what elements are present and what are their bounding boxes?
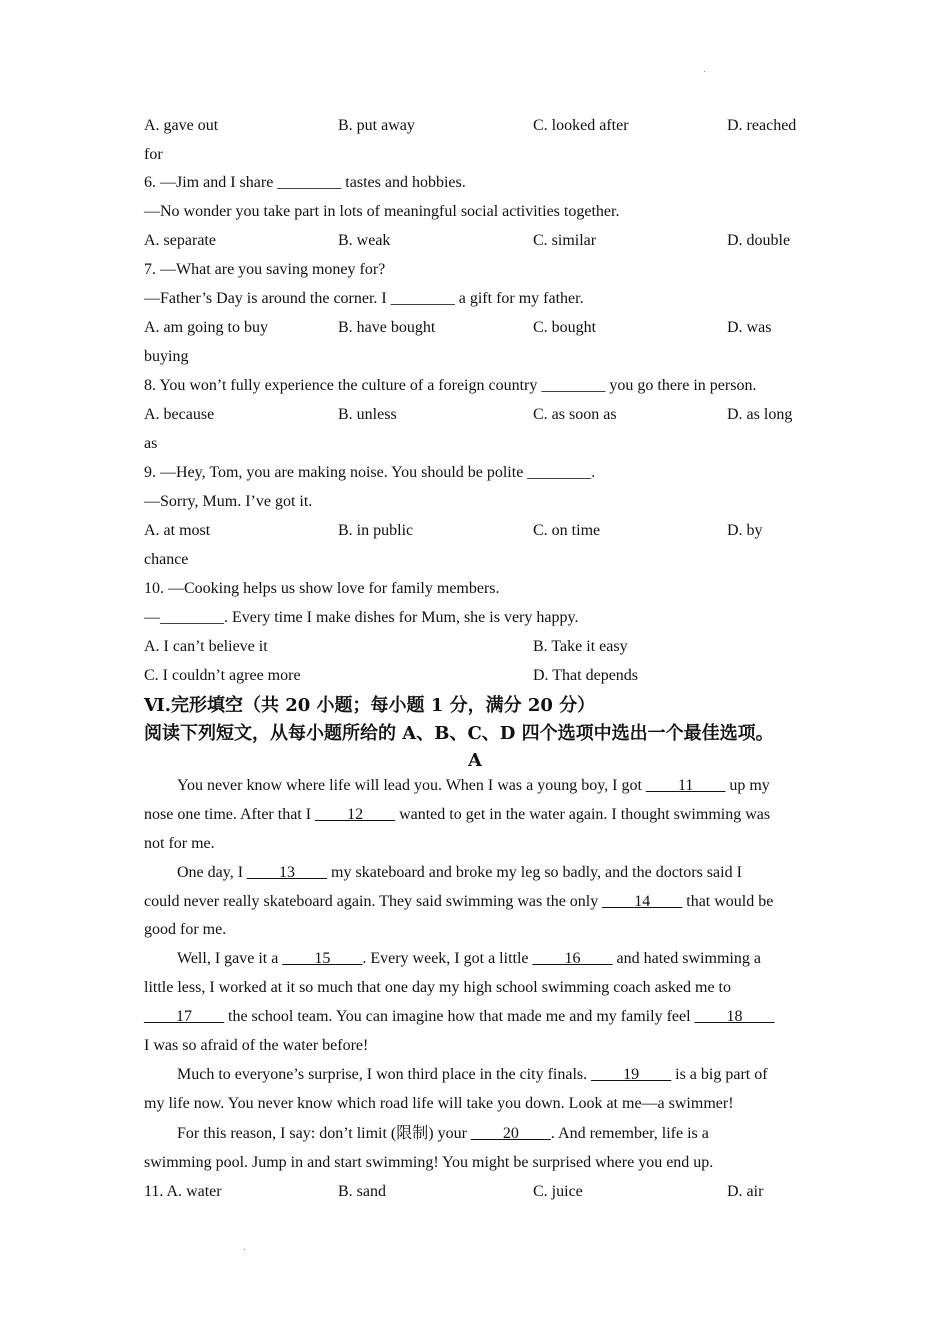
q9-option-d: D. by <box>727 522 763 539</box>
passage-line: nose one time. After that I ____12____ wanted to get in the water again. I thought swimming was <box>144 806 771 823</box>
q8-option-d: D. as long <box>727 406 793 423</box>
q7-option-d-wrap: buying <box>144 348 189 365</box>
passage-line: swimming pool. Jump in and start swimming! You might be surprised where you end up. <box>144 1154 714 1171</box>
q10-stem: 10. —Cooking helps us show love for family members. <box>144 580 500 597</box>
q9-stem: 9. —Hey, Tom, you are making noise. You should be polite ________. <box>144 464 596 481</box>
blank-15: ____15____ <box>282 950 363 967</box>
q8-option-d-wrap: as <box>144 435 158 452</box>
q6-option-c: C. similar <box>533 232 597 249</box>
blank-18: ____18____ <box>694 1008 775 1025</box>
blank-13: ____13____ <box>247 864 328 881</box>
passage-line: my life now. You never know which road life will take you down. Look at me—a swimmer! <box>144 1095 734 1112</box>
q6-stem: 6. —Jim and I share ________ tastes and hobbies. <box>144 174 466 191</box>
passage-line: For this reason, I say: don’t limit (限制) your ____20____. And remember, life is a <box>177 1125 709 1142</box>
q7-reply: —Father’s Day is around the corner. I ________ a gift for my father. <box>144 290 584 307</box>
q11-option-b: B. sand <box>338 1183 386 1200</box>
blank-14: ____14____ <box>602 893 683 910</box>
blank-12: ____12____ <box>315 806 396 823</box>
q7-option-b: B. have bought <box>338 319 436 336</box>
passage-line: ____17____ the school team. You can imagine how that made me and my family feel ____18____ <box>144 1008 775 1025</box>
passage-label: A <box>468 750 482 771</box>
q11-option-d: D. air <box>727 1183 764 1200</box>
section-instruction: 阅读下列短文，从每小题所给的 A、B、C、D 四个选项中选出一个最佳选项。 <box>144 723 774 744</box>
q6-option-a: A. separate <box>144 232 216 249</box>
q10-option-b: B. Take it easy <box>533 638 628 655</box>
q7-option-d: D. was <box>727 319 772 336</box>
section-heading: Ⅵ.完形填空（共 20 小题；每小题 1 分，满分 20 分） <box>144 695 596 716</box>
q11-option-a: 11. A. water <box>144 1183 222 1200</box>
passage-line: could never really skateboard again. They said swimming was the only ____14____ that would be <box>144 893 774 910</box>
q5-option-c: C. looked after <box>533 117 629 134</box>
passage-line: little less, I worked at it so much that one day my high school swimming coach asked me to <box>144 979 731 996</box>
q7-option-c: C. bought <box>533 319 597 336</box>
q10-option-c: C. I couldn’t agree more <box>144 667 301 684</box>
q8-option-a: A. because <box>144 406 215 423</box>
passage-line: good for me. <box>144 921 227 938</box>
q7-option-a: A. am going to buy <box>144 319 268 336</box>
q7-stem: 7. —What are you saving money for? <box>144 261 386 278</box>
q6-reply: —No wonder you take part in lots of meaningful social activities together. <box>144 203 620 220</box>
q9-reply: —Sorry, Mum. I’ve got it. <box>144 493 313 510</box>
blank-16: ____16____ <box>532 950 613 967</box>
q9-option-d-wrap: chance <box>144 551 189 568</box>
q10-option-d: D. That depends <box>533 667 639 684</box>
q5-option-b: B. put away <box>338 117 415 134</box>
passage-line: Well, I gave it a ____15____. Every week, I got a little ____16____ and hated swimming a <box>177 950 761 967</box>
scan-dot <box>704 71 705 72</box>
q11-option-c: C. juice <box>533 1183 583 1200</box>
blank-11: ____11____ <box>645 777 726 794</box>
q9-option-c: C. on time <box>533 522 601 539</box>
passage-line: Much to everyone’s surprise, I won third place in the city finals. ____19____ is a big part of <box>177 1066 768 1083</box>
q6-option-d: D. double <box>727 232 791 249</box>
passage-line: One day, I ____13____ my skateboard and broke my leg so badly, and the doctors said I <box>177 864 742 881</box>
scan-dot <box>244 1249 245 1250</box>
q5-option-d-wrap: for <box>144 146 163 163</box>
passage-line: You never know where life will lead you. When I was a young boy, I got ____11____ up my <box>177 777 770 794</box>
passage-line: I was so afraid of the water before! <box>144 1037 369 1054</box>
q5-option-d: D. reached <box>727 117 797 134</box>
q8-option-b: B. unless <box>338 406 397 423</box>
passage-line: not for me. <box>144 835 215 852</box>
blank-17: ____17____ <box>144 1008 224 1025</box>
q6-option-b: B. weak <box>338 232 391 249</box>
blank-20: ____20____ <box>470 1125 551 1142</box>
q10-option-a: A. I can’t believe it <box>144 638 268 655</box>
q10-reply: —________. Every time I make dishes for Mum, she is very happy. <box>144 609 579 626</box>
q9-option-a: A. at most <box>144 522 211 539</box>
q8-option-c: C. as soon as <box>533 406 617 423</box>
blank-19: ____19____ <box>591 1066 672 1083</box>
q9-option-b: B. in public <box>338 522 414 539</box>
q5-option-a: A. gave out <box>144 117 219 134</box>
q8-stem: 8. You won’t fully experience the culture of a foreign country ________ you go there in person. <box>144 377 757 394</box>
